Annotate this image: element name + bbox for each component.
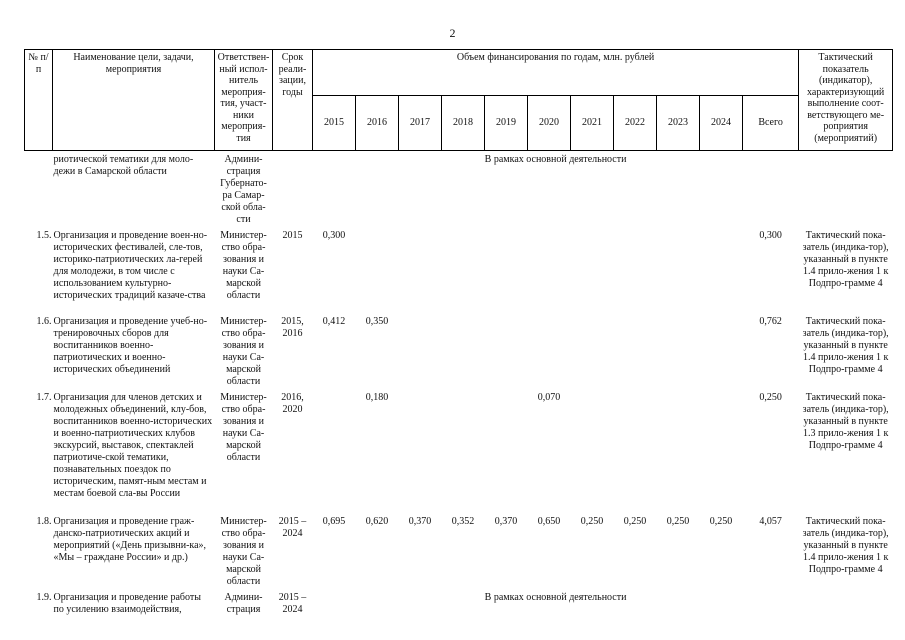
row-term: 2015 [282,230,303,241]
row-term: 2015 – 2024 [278,516,307,539]
row-name: Организация и проведение работы по усилению взаимодействия, [53,592,201,615]
row-value [485,314,528,390]
row-num: 1.8. [36,516,52,527]
header-year: 2022 [614,96,657,151]
row-name: Организация и проведение воен-но-исторических фестивалей, сле-тов, историко-патриотических ла-герей для молодежи, в том числе с использованием культурно-исторических традиций казаче-ства [53,230,208,301]
row-value [313,390,356,514]
row-value [657,390,700,514]
row-indicator: Тактический пока-затель (индика-тор), указанный в пункте 1.3 прило-жения 1 к Подпро-грамме 4 [802,392,889,451]
row-value [571,390,614,514]
row-value [485,228,528,314]
row-num: 1.5. [36,230,52,241]
row-value: 0,620 [365,516,389,527]
table-row [25,314,893,390]
row-term: 2015, 2016 [281,316,304,339]
table-row [25,590,893,618]
row-value: 0,350 [365,316,389,327]
row-name: Организация и проведение учеб-но-тренировочных сборов для воспитанников военно-патриотических и военно-исторических объединений [53,316,208,375]
row-indicator: Тактический пока-затель (индика-тор), указанный в пункте 1.4 прило-жения 1 к Подпро-грамме 4 [802,516,889,575]
header-year: 2019 [485,96,528,151]
header-year: 2017 [399,96,442,151]
row-value [571,314,614,390]
row-indicator: Тактический пока-затель (индика-тор), указанный в пункте 1.4 прило-жения 1 к Подпро-грамме 4 [802,230,889,289]
row-value [399,314,442,390]
row-value: 0,650 [537,516,561,527]
row-value [700,228,743,314]
header-year: 2020 [528,96,571,151]
header-year: 2015 [313,96,356,151]
row-value [571,228,614,314]
row-value: 0,250 [709,516,733,527]
row-value: 0,412 [322,316,346,327]
row-value [399,390,442,514]
row-name: Организация для членов детских и молодежных объединений, клу-бов, воспитанников военно-исторических и военно-патриотических клубов экскурсий, выставок, спектаклей патриотиче-ской тематики, познавательных поездок по историческим, памят-ным местам и местам боевой сла-вы России [53,392,213,499]
funding-table [24,49,893,618]
row-value: 0,695 [322,516,346,527]
row-value [700,314,743,390]
table-row [25,228,893,314]
row-value [657,228,700,314]
header-year: 2021 [571,96,614,151]
row-total: 0,250 [759,392,782,403]
header-year: 2024 [700,96,743,151]
header-indicator: Тактический показатель (индикатор), характеризующий выполнение соот-ветствующего ме-роприятия (мероприятий) [799,50,893,151]
header-name: Наименование цели, задачи, мероприятия [53,50,215,151]
row-value [442,314,485,390]
row-value: 0,300 [322,230,346,241]
row-value [614,228,657,314]
header-year: 2023 [657,96,700,151]
row-num: 1.6. [36,316,52,327]
row-main-activity: В рамках основной деятельности [484,592,627,603]
row-main-activity: В рамках основной деятельности [484,154,627,165]
row-num: 1.9. [36,592,52,603]
row-value [657,314,700,390]
row-num [25,151,53,229]
row-executor: Админи-страция Губернато-ра Самар-ской обла-сти [220,154,267,225]
page-number: 2 [449,26,456,40]
row-value [356,228,399,314]
row-value: 0,180 [365,392,389,403]
row-total: 4,057 [759,516,782,527]
row-value [485,390,528,514]
header-num: № п/п [25,50,53,151]
row-value [399,228,442,314]
row-value [614,390,657,514]
row-indicator: Тактический пока-затель (индика-тор), указанный в пункте 1.4 прило-жения 1 к Подпро-грамме 4 [802,316,889,375]
row-executor: Министер-ство обра-зования и науки Са-марской области [220,230,267,301]
row-value [442,390,485,514]
table-row [25,151,893,229]
row-total: 0,762 [759,316,782,327]
header-total: Всего [743,96,799,151]
row-value: 0,250 [623,516,647,527]
header-year: 2018 [442,96,485,151]
row-value [528,228,571,314]
row-value [442,228,485,314]
row-indicator [799,590,893,618]
table-row [25,390,893,514]
row-total: 0,300 [759,230,782,241]
row-value: 0,070 [537,392,561,403]
row-num: 1.7. [36,392,52,403]
row-name: риотической тематики для моло-дежи в Самарской области [53,154,194,177]
row-indicator [799,151,893,229]
row-value: 0,370 [408,516,432,527]
row-term: 2016, 2020 [281,392,304,415]
row-executor: Министер-ство обра-зования и науки Са-марской области [220,316,267,387]
header-term: Срок реали-зации, годы [273,50,313,151]
row-value [614,314,657,390]
row-executor: Министер-ство обра-зования и науки Са-марской области [220,516,267,587]
row-term: 2015 – 2024 [278,592,307,615]
row-executor: Министер-ство обра-зования и науки Са-марской области [220,392,267,463]
row-value [528,314,571,390]
row-value: 0,370 [494,516,518,527]
row-name: Организация и проведение граж-данско-патриотических акций и мероприятий («День призывни-ка», «Мы – граждане России» и др.) [53,516,207,563]
row-value [700,390,743,514]
row-value: 0,250 [580,516,604,527]
row-value: 0,352 [451,516,475,527]
header-funding: Объем финансирования по годам, млн. рублей [313,50,799,96]
row-executor: Админи-страция [224,592,263,615]
row-term [273,151,313,229]
row-value: 0,250 [666,516,690,527]
header-year: 2016 [356,96,399,151]
table-row [25,514,893,590]
header-executor: Ответствен-ный испол-нитель мероприя-тия, участ-ники мероприя-тия [215,50,273,151]
